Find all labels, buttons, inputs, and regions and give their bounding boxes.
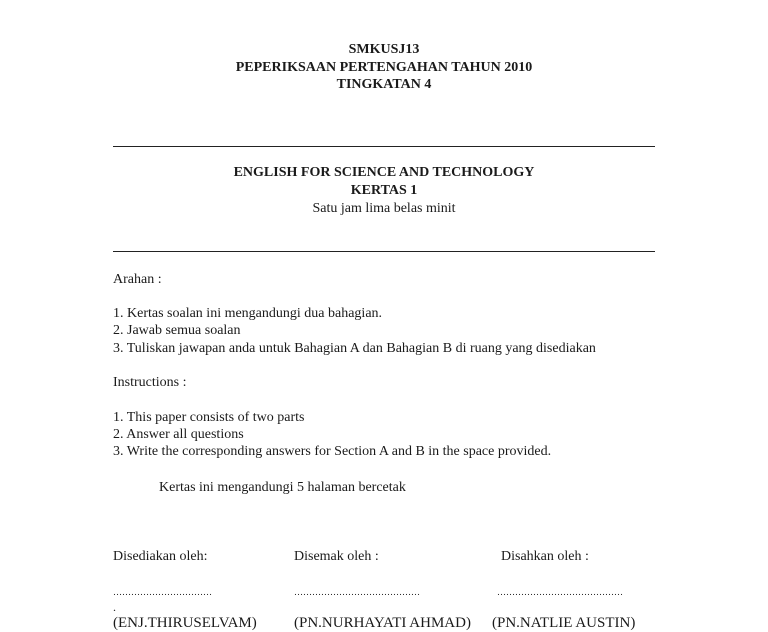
checked-by-label: Disemak oleh :	[294, 549, 379, 564]
arahan-heading: Arahan :	[113, 272, 162, 287]
checked-signature-line: ……………………………………	[294, 587, 420, 597]
subject-title: ENGLISH FOR SCIENCE AND TECHNOLOGY	[233, 165, 535, 180]
approved-by-label: Disahkan oleh :	[501, 549, 589, 564]
school-code: SMKUSJ13	[348, 42, 420, 57]
arahan-item: 1. Kertas soalan ini mengandungi dua bahagian.	[113, 306, 383, 321]
form-level: TINGKATAN 4	[336, 77, 432, 92]
instruction-item: 3. Write the corresponding answers for Section A and B in the space provided.	[113, 444, 552, 459]
approved-by-name: (PN.NATLIE AUSTIN)	[492, 615, 636, 631]
exam-title: PEPERIKSAAN PERTENGAHAN TAHUN 2010	[235, 60, 533, 75]
arahan-item: 3. Tuliskan jawapan anda untuk Bahagian A dan Bahagian B di ruang yang disediakan	[113, 341, 596, 356]
bottom-divider	[113, 251, 655, 252]
top-divider	[113, 146, 655, 147]
exam-duration: Satu jam lima belas minit	[312, 201, 456, 216]
instruction-item: 1. This paper consists of two parts	[113, 410, 305, 425]
instruction-item: 2. Answer all questions	[113, 427, 244, 442]
page-count-note: Kertas ini mengandungi 5 halaman bercetak	[159, 480, 406, 495]
arahan-item: 2. Jawab semua soalan	[113, 323, 241, 338]
prepared-by-name: (ENJ.THIRUSELVAM)	[113, 615, 257, 631]
prepared-by-label: Disediakan oleh:	[113, 549, 208, 564]
approved-signature-line: ……………………………………	[497, 587, 623, 597]
checked-by-name: (PN.NURHAYATI AHMAD)	[294, 615, 471, 631]
prepared-signature-line: ……………………………	[113, 587, 212, 597]
paper-number: KERTAS 1	[350, 183, 418, 198]
instructions-heading: Instructions :	[113, 375, 187, 390]
prepared-extra-dot: .	[113, 600, 116, 614]
